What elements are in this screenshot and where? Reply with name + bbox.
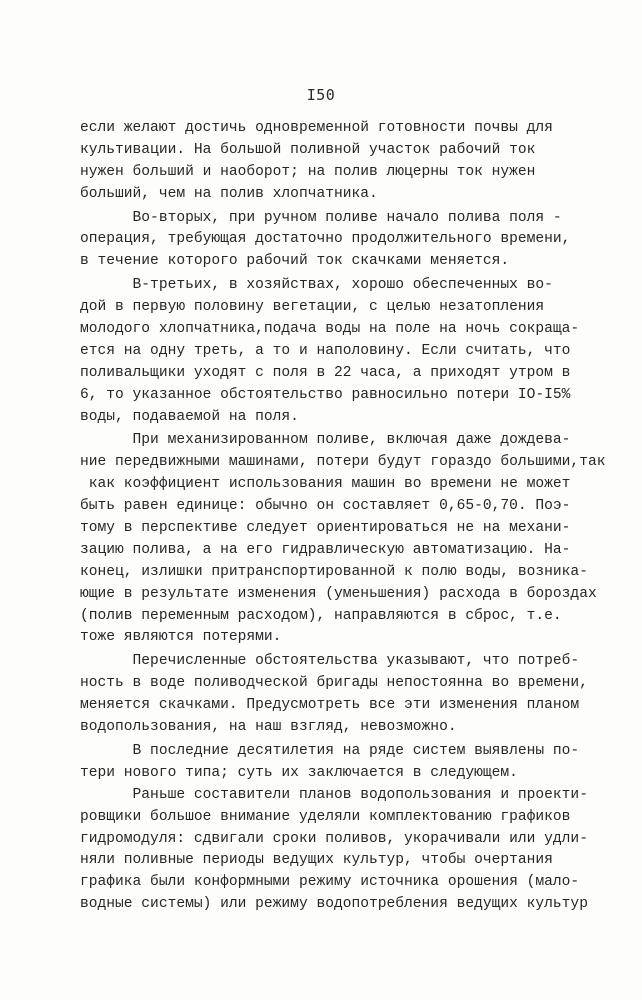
paragraph-1 <box>80 118 580 206</box>
text-line: в течение которого рабочий ток скачками меняется. <box>80 253 510 270</box>
text-line: конец, излишки притранспортированной к полю воды, возника- <box>80 563 588 580</box>
text-line: зацию полива, а на его гидравлическую автоматизацию. На- <box>80 541 571 558</box>
text-line: если желают достичь одновременной готовности почвы для <box>80 120 553 136</box>
text-line: операция, требующая достаточно продолжительного времени, <box>80 231 571 248</box>
text-line: больший, чем на полив хлопчатника. <box>80 185 378 202</box>
text-line: как коэффициент использования машин во времени не может <box>80 476 571 493</box>
text-line: няли поливные периоды ведущих культур, чтобы очертания <box>80 852 553 869</box>
text-line: Раньше составители планов водопользования и проекти- <box>80 786 588 803</box>
text-line: воды, подаваемой на поля. <box>80 408 299 425</box>
text-line: нужен больший и наоборот; на полив люцерны ток нужен <box>80 163 536 180</box>
text-line: В последние десятилетия на ряде систем выявлены по- <box>80 742 580 759</box>
text-line: поливальщики уходят с поля в 22 часа, а приходят утром в <box>80 364 571 381</box>
body-text <box>80 118 606 916</box>
text-line: 6, то указанное обстоятельство равносильно потери IO-I5% <box>80 386 571 403</box>
text-line: (полив переменным расходом), направляются в сброс, т.е. <box>80 607 562 624</box>
text-line: В-третьих, в хозяйствах, хорошо обеспеченных во- <box>80 277 553 294</box>
paragraph-7 <box>80 785 588 916</box>
text-line: водопользования, на наш взгляд, невозможно. <box>80 719 457 736</box>
text-line: Во-вторых, при ручном поливе начало полива поля - <box>80 209 562 226</box>
paragraph-4 <box>80 430 606 649</box>
text-line: меняется скачками. Предусмотреть все эти изменения планом <box>80 697 580 714</box>
page-number: I50 <box>306 86 336 104</box>
text-line: Перечисленные обстоятельства указывают, что потреб- <box>80 653 580 670</box>
text-line: тери нового типа; суть их заключается в следующем. <box>80 764 518 781</box>
text-line: ние передвижными машинами, потери будут гораздо большими,так <box>80 454 606 471</box>
text-line: графика были конформными режиму источника орошения (мало- <box>80 874 580 891</box>
text-line: водные системы) или режиму водопотребления ведущих культур <box>80 896 588 913</box>
text-line: тому в перспективе следует ориентироваться не на механи- <box>80 520 571 537</box>
paragraph-6 <box>80 741 580 785</box>
text-line: ровщики большое внимание уделяли комплектованию графиков <box>80 808 571 825</box>
text-line: тоже являются потерями. <box>80 629 282 646</box>
text-line: дой в первую половину вегетации, с целью незатопления <box>80 299 545 316</box>
text-line: быть равен единице: обычно он составляет 0,65-0,70. Поэ- <box>80 498 571 515</box>
paragraph-5 <box>80 651 588 739</box>
text-line: ется на одну треть, а то и наполовину. Если считать, что <box>80 342 571 359</box>
text-line: культивации. На большой поливной участок рабочий ток <box>80 141 536 158</box>
text-line: гидромодуля: сдвигали сроки поливов, укорачивали или удли- <box>80 830 588 847</box>
paragraph-2 <box>80 208 580 274</box>
text-line: ность в воде поливодческой бригады непостоянна во времени, <box>80 675 588 692</box>
text-line: При механизированном поливе, включая даже дождева- <box>80 432 571 449</box>
text-line: ющие в результате изменения (уменьшения) расхода в бороздах <box>80 585 597 602</box>
paragraph-3 <box>80 275 580 428</box>
text-line: молодого хлопчатника,подача воды на поле на ночь сокраща- <box>80 321 580 338</box>
